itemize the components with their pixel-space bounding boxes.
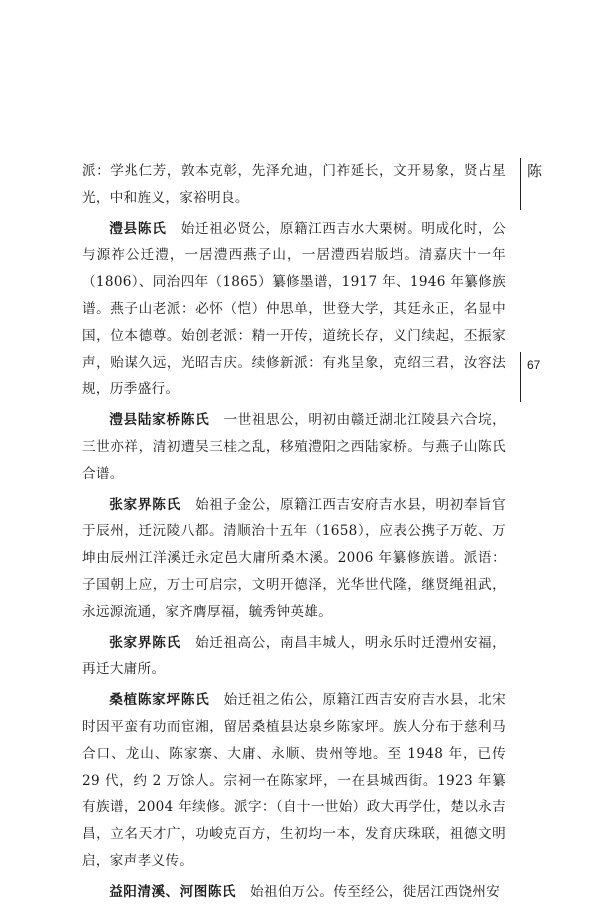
body-text	[82, 158, 506, 910]
paragraph-text: 始祖伯万公。传至经公，徙居江西饶州安	[249, 883, 501, 900]
margin-rule-top	[520, 158, 521, 210]
paragraph-text: 始迁祖必贤公，原籍江西吉水大栗树。明成化时，公与源祚公迁澧，一居澧西燕子山，一居澧西岩版垱。清嘉庆十一年（1806）、同治四年（1865）纂修墨谱，1917 年、1946 年纂修族谱。燕子山老派：必怀（恺）仲思单，世登大学，其廷永正，名显中国，位本德尊。始创老派：精一开传，道统长存，义门续起，丕振家声，贻谋久远，光昭吉庆。续修新派：有兆呈象，克绍三君，汝容法规，历季盛行。	[82, 220, 507, 398]
paragraph	[82, 216, 506, 404]
page-number: 67	[527, 358, 541, 372]
entry-heading: 桑植陈家坪陈氏	[109, 692, 210, 709]
paragraph	[82, 407, 506, 487]
running-head-char: 陈	[527, 162, 543, 180]
entry-heading: 益阳清溪、河图陈氏	[109, 883, 237, 900]
margin-rule-middle	[520, 352, 521, 402]
entry-heading: 澧县陈氏	[109, 220, 167, 237]
paragraph-text: 一世祖思公，明初由赣迁湖北江陵县六合垸，三世亦祥，清初遭吴三桂之乱，移殖澧阳之西陆家桥。与燕子山陈氏合谱。	[82, 412, 507, 482]
paragraph	[82, 687, 506, 875]
entry-heading: 澧县陆家桥陈氏	[109, 412, 210, 429]
paragraph	[82, 158, 506, 212]
paragraph-text: 始迁祖高公，南昌丰城人，明永乐时迁澧州安福，再迁大庸所。	[82, 634, 507, 678]
entry-heading: 张家界陈氏	[109, 496, 181, 513]
paragraph	[82, 492, 506, 626]
entry-heading: 张家界陈氏	[109, 634, 181, 651]
paragraph-text: 派：学兆仁芳，敦本克彰，先泽允迪，门祚延长，文开易象，贤占星光，中和旌义，家裕明良。	[82, 163, 506, 206]
paragraph	[82, 630, 506, 684]
paragraph	[82, 879, 506, 906]
paragraph-text: 始祖子金公，原籍江西吉安府吉水县，明初奉旨官于辰州，迁沅陵八都。清顺治十五年（1658），应表公携子万乾、万坤由辰州江洋溪迁永定邑大庸所桑木溪。2006 年纂修族谱。派语：子国朝上应，万士可启宗，文明开德泽，光华世代隆，继贤绳祖武，永远源流通，家齐膺厚福，毓秀钟英雄。	[82, 496, 507, 620]
paragraph-text: 始迁祖之佑公，原籍江西吉安府吉水县，北宋时因平蛮有功而宦湘，留居桑植县达泉乡陈家坪。族人分布于慈利马合口、龙山、陈家寨、大庸、永顺、贵州等地。至 1948 年，已传 29 代，约 2 万馀人。宗祠一在陈家坪，一在县城西街。1923 年纂有族谱，2004 年续修。派字：（自十一世始）政大再学仕，楚以永吉昌，立名天才广，功峻克百方，生初均一本，发育庆珠联，祖德文明启，家声孝义传。	[82, 692, 507, 869]
